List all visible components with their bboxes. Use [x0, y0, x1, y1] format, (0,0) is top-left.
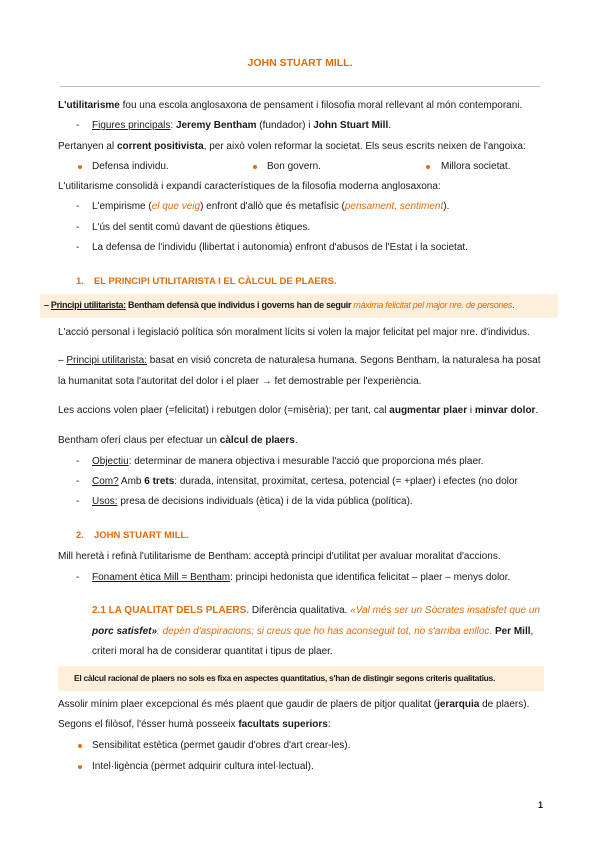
calc-item-how: Com? Amb 6 trets: durada, intensitat, proximitat, certesa, potencial (= +plaer) i efectes (no dolor [92, 476, 518, 487]
bullet-dot-icon [78, 165, 82, 169]
subsection-2-1-line-2: porc satisfet»: depèn d'aspiracions; si creus que ho has aconseguit tot, no s'arriba enlloc. Per Mill, [92, 626, 534, 637]
calc-item-uses: Usos: presa de decisions individuals (ètica) i de la vida pública (política). [92, 496, 413, 507]
anguish-item-3: Millora societat. [441, 161, 511, 172]
bullet-dot-icon [78, 744, 82, 748]
foundation-line: Fonament ètica Mill = Bentham: principi hedonista que identifica felicitat – plaer – menys dolor. [92, 572, 511, 583]
faculty-item-2: Intel·ligència (permet adquirir cultura intel·lectual). [92, 761, 314, 772]
consolidated-paragraph: L'utilitarisme consolidà i expandí característiques de la filosofia moderna anglosaxona: [58, 181, 441, 192]
subsection-2-1-line-1: 2.1 LA QUALITAT DELS PLAERS. Diferència qualitativa. «Val més ser un Sòcrates insatisfet que un [92, 605, 540, 616]
actions-paragraph: Les accions volen plaer (=felicitat) i rebutgen dolor (=misèria); per tant, cal augmentar plaer i minvar dolor. [58, 405, 539, 416]
positivist-paragraph: Pertanyen al corrent positivista, per això volen reformar la societat. Els seus escrits neixen de l'angoixa: [58, 141, 526, 152]
bullet-dot-icon [253, 165, 257, 169]
subsection-2-1-line-3: criteri moral ha de considerar quantitat i tipus de plaer. [92, 646, 333, 657]
characteristic-item-1: L'empirisme (el que veig) enfront d'allò que és metafísic (pensament, sentiment). [92, 201, 450, 212]
dash-bullet: - [76, 476, 80, 487]
dash-bullet: - [76, 242, 80, 253]
dash-bullet: - [76, 496, 80, 507]
principle-paragraph-line-1: – Principi utilitarista: basat en visió concreta de naturalesa humana. Segons Bentham, la naturalesa ha posat [58, 355, 541, 366]
bullet-dot-icon [426, 165, 430, 169]
anguish-item-1: Defensa individu. [92, 161, 169, 172]
mill-inherited-paragraph: Mill heretà i refinà l'utilitarisme de Bentham: acceptà principi d'utilitat per avaluar moralitat d'accions. [58, 551, 501, 562]
dash-bullet: - [76, 201, 80, 212]
page-number: 1 [538, 800, 544, 810]
faculty-item-1: Sensibilitat estètica (permet gaudir d'obres d'art crear-les). [92, 740, 351, 751]
bullet-dot-icon [78, 765, 82, 769]
highlight-2-text: El càlcul racional de plaers no sols es fixa en aspectes quantitatius, s'han de distingir segons criteris qualitatius. [74, 673, 496, 683]
section-2-heading: 2. JOHN STUART MILL. [76, 530, 189, 541]
calc-intro-paragraph: Bentham oferí claus per efectuar un càlcul de plaers. [58, 435, 298, 446]
anguish-item-2: Bon govern. [267, 161, 321, 172]
principle-paragraph-line-2: la humanitat sota l'autoritat del dolor i el plaer → fet demostrable per l'experiència. [58, 376, 422, 387]
exceptional-paragraph: Assolir mínim plaer excepcional és més plaent que gaudir de plaers de pitjor qualitat (jerarquia de plaers). [58, 699, 530, 710]
characteristic-item-2: L'ús del sentit comú davant de qüestions ètiques. [92, 222, 311, 233]
moral-actions-paragraph: L'acció personal i legislació política són moralment lícits si volen la major felicitat pel major nre. d'individus. [58, 327, 530, 338]
section-1-heading: 1. EL PRINCIPI UTILITARISTA I EL CÀLCUL DE PLAERS. [76, 276, 337, 287]
figures-line: Figures principals: Jeremy Bentham (fundador) i John Stuart Mill. [92, 120, 392, 131]
calc-item-objective: Objectiu: determinar de manera objectiva i mesurable l'acció que proporciona més plaer. [92, 456, 484, 467]
dash-bullet: - [76, 456, 80, 467]
intro-paragraph: L'utilitarisme fou una escola anglosaxona de pensament i filosofia moral rellevant al món contemporani. [58, 100, 523, 111]
characteristic-item-3: La defensa de l'individu (llibertat i autonomia) enfront d'abusos de l'Estat i la societat. [92, 242, 468, 253]
dash-bullet: - [76, 120, 80, 131]
dash-bullet: - [76, 572, 80, 583]
title-divider [60, 86, 540, 87]
document-title: JOHN STUART MILL. [247, 57, 353, 69]
highlight-1-text: – Principi utilitarista: Bentham defensà que individus i governs han de seguir màxima felicitat pel major nre. de persones. [44, 300, 515, 310]
dash-bullet: - [76, 222, 80, 233]
faculties-paragraph: Segons el filòsof, l'ésser humà posseeix facultats superiors: [58, 719, 331, 730]
